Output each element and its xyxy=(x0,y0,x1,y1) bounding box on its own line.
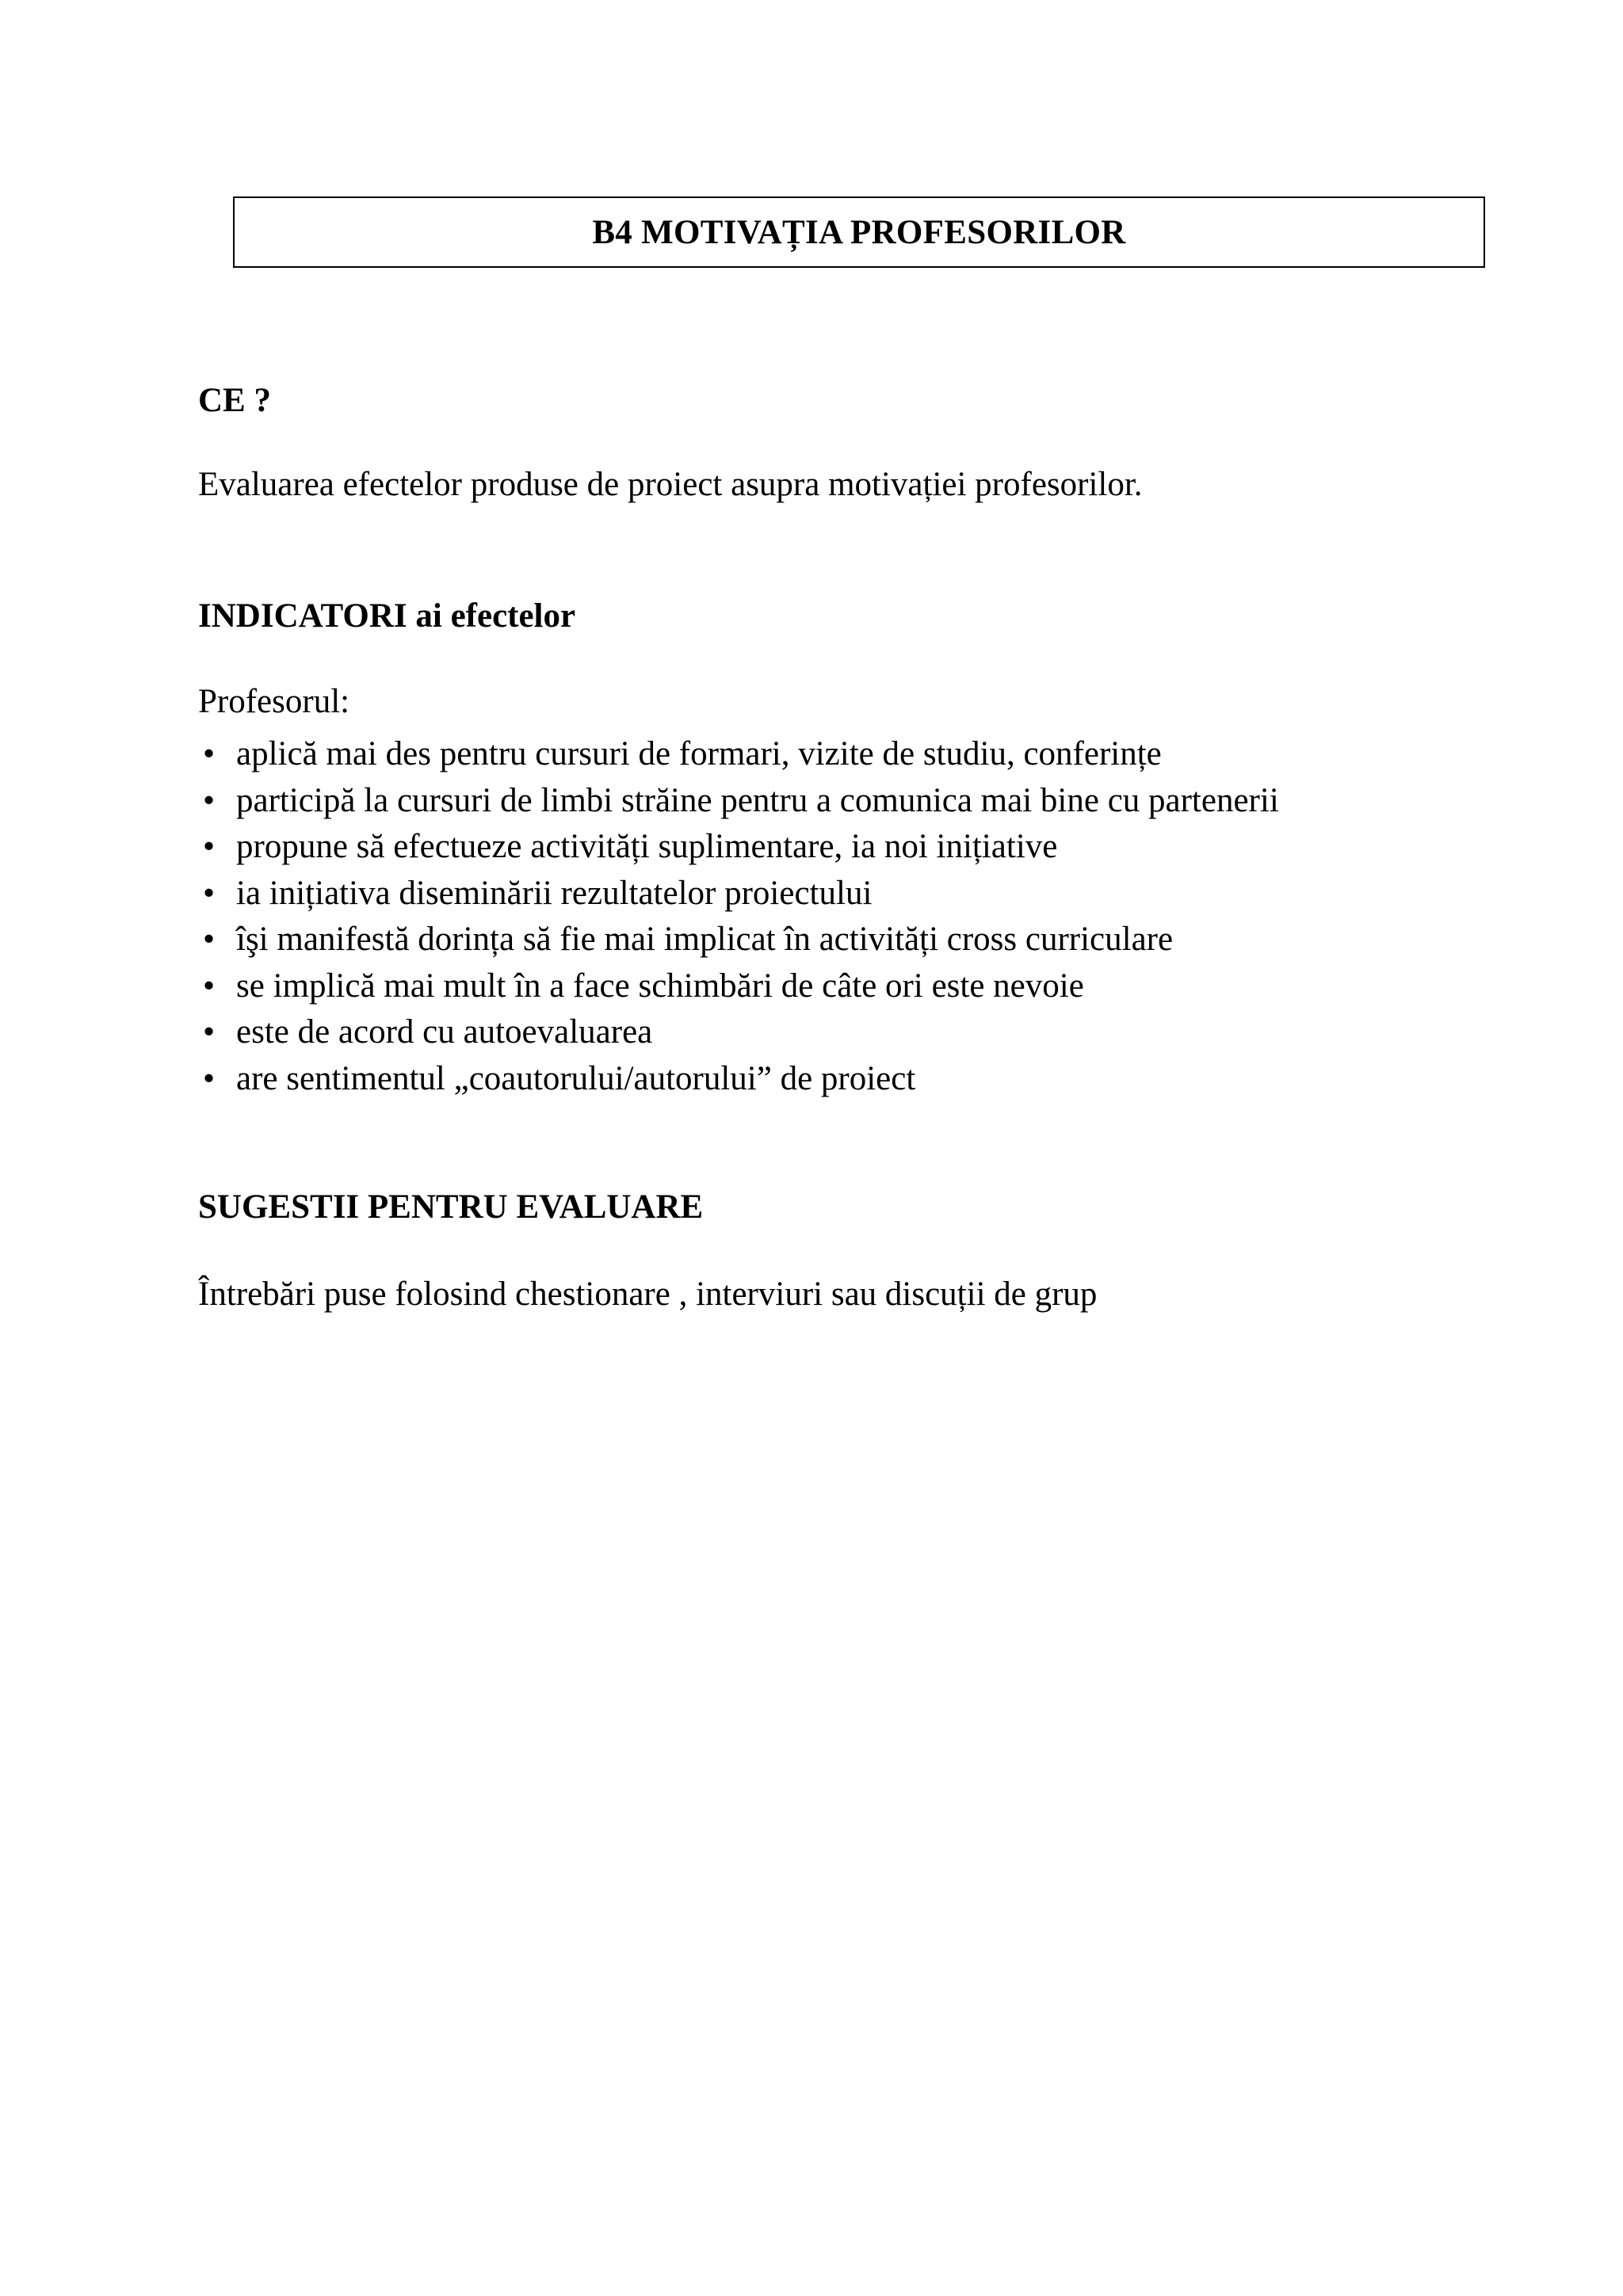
bullet-icon: • xyxy=(203,874,216,912)
list-item-text: propune să efectueze activități suplimentare, ia noi inițiative xyxy=(236,828,1058,865)
bullet-icon: • xyxy=(203,781,216,819)
bullet-icon: • xyxy=(203,967,216,1005)
list-item-text: îşi manifestă dorința să fie mai implicat în activități cross curriculare xyxy=(236,921,1174,958)
list-item-text: ia inițiativa diseminării rezultatelor proiectului xyxy=(236,874,873,912)
page-title: B4 MOTIVAȚIA PROFESORILOR xyxy=(592,213,1126,251)
title-box xyxy=(233,196,1485,268)
section-what-text: Evaluarea efectelor produse de proiect asupra motivației profesorilor. xyxy=(198,466,1143,503)
list-item-text: are sentimentul „coautorului/autorului” de proiect xyxy=(236,1059,916,1097)
bullet-icon: • xyxy=(203,1059,216,1097)
list-item-text: participă la cursuri de limbi străine pentru a comunica mai bine cu partenerii xyxy=(236,781,1279,819)
bullet-icon: • xyxy=(203,921,216,958)
bullet-icon: • xyxy=(203,828,216,865)
section-suggestions-heading: SUGESTII PENTRU EVALUARE xyxy=(198,1188,704,1226)
bullet-icon: • xyxy=(203,735,216,772)
list-item-text: este de acord cu autoevaluarea xyxy=(236,1013,653,1051)
list-item-text: se implică mai mult în a face schimbări de câte ori este nevoie xyxy=(236,967,1084,1005)
section-indicators-heading: INDICATORI ai efectelor xyxy=(198,597,576,635)
list-item-text: aplică mai des pentru cursuri de formari, vizite de studiu, conferințe xyxy=(236,735,1162,772)
indicators-intro: Profesorul: xyxy=(198,683,350,720)
section-what-heading: CE ? xyxy=(198,382,271,419)
section-suggestions-text: Întrebări puse folosind chestionare , interviuri sau discuții de grup xyxy=(198,1276,1098,1313)
bullet-icon: • xyxy=(203,1013,216,1051)
